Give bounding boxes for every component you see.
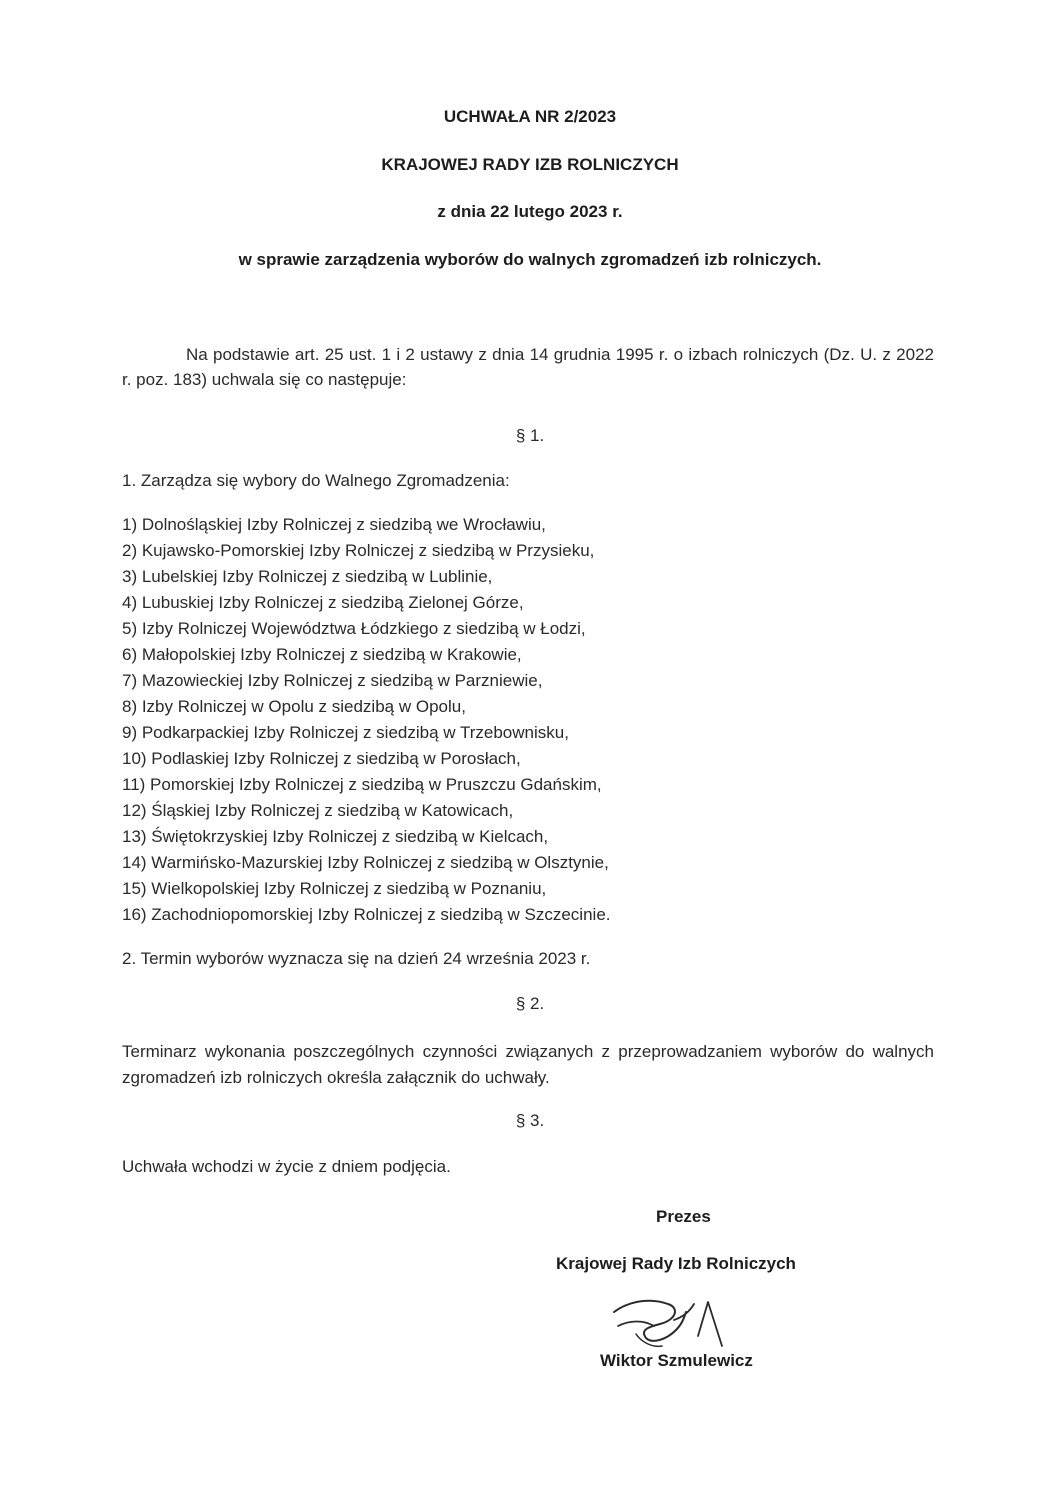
list-item: 13) Świętokrzyskiej Izby Rolniczej z siedzibą w Kielcach, (122, 827, 549, 846)
resolution-body: KRAJOWEJ RADY IZB ROLNICZYCH (381, 155, 679, 174)
resolution-date: z dnia 22 lutego 2023 r. (437, 202, 623, 221)
section-1-mark: § 1. (515, 426, 545, 445)
list-item: 11) Pomorskiej Izby Rolniczej z siedzibą w Pruszczu Gdańskim, (122, 775, 602, 794)
list-item: 9) Podkarpackiej Izby Rolniczej z siedzibą w Trzebownisku, (122, 723, 569, 742)
list-item: 12) Śląskiej Izby Rolniczej z siedzibą w Katowicach, (122, 801, 514, 820)
list-item: 5) Izby Rolniczej Województwa Łódzkiego z siedzibą w Łodzi, (122, 619, 586, 638)
list-item: 16) Zachodniopomorskiej Izby Rolniczej z siedzibą w Szczecinie. (122, 905, 611, 924)
section-3-mark: § 3. (515, 1111, 545, 1130)
list-item: 8) Izby Rolniczej w Opolu z siedzibą w Opolu, (122, 697, 466, 716)
section-3-text: Uchwała wchodzi w życie z dniem podjęcia. (122, 1157, 451, 1176)
resolution-subject: w sprawie zarządzenia wyborów do walnych zgromadzeń izb rolniczych. (238, 250, 822, 269)
list-item: 15) Wielkopolskiej Izby Rolniczej z siedzibą w Poznaniu, (122, 879, 547, 898)
section-2-mark: § 2. (515, 994, 545, 1013)
chambers-list (122, 512, 611, 928)
signatory-name: Wiktor Szmulewicz (600, 1351, 753, 1370)
section-1-point-2: 2. Termin wyborów wyznacza się na dzień 24 września 2023 r. (122, 949, 591, 968)
section-1-point-1: 1. Zarządza się wybory do Walnego Zgromadzenia: (122, 471, 510, 490)
signature-role: Prezes (656, 1207, 711, 1226)
intro-paragraph: Na podstawie art. 25 ust. 1 i 2 ustawy z dnia 14 grudnia 1995 r. o izbach rolniczych (Dz. U. z 2022 r. poz. 183) uchwala się co następuje: (122, 345, 934, 389)
list-item: 1) Dolnośląskiej Izby Rolniczej z siedzibą we Wrocławiu, (122, 515, 546, 534)
list-item: 2) Kujawsko-Pomorskiej Izby Rolniczej z siedzibą w Przysieku, (122, 541, 595, 560)
list-item: 7) Mazowieckiej Izby Rolniczej z siedzibą w Parzniewie, (122, 671, 543, 690)
list-item: 14) Warmińsko-Mazurskiej Izby Rolniczej z siedzibą w Olsztynie, (122, 853, 609, 872)
list-item: 3) Lubelskiej Izby Rolniczej z siedzibą w Lublinie, (122, 567, 493, 586)
list-item: 6) Małopolskiej Izby Rolniczej z siedzibą w Krakowie, (122, 645, 522, 664)
list-item: 4) Lubuskiej Izby Rolniczej z siedzibą Zielonej Górze, (122, 593, 524, 612)
signature-organization: Krajowej Rady Izb Rolniczych (556, 1254, 796, 1273)
list-item: 10) Podlaskiej Izby Rolniczej z siedzibą w Porosłach, (122, 749, 521, 768)
section-2-text: Terminarz wykonania poszczególnych czynności związanych z przeprowadzaniem wyborów do walnych zgromadzeń izb rolniczych określa załącznik do uchwały. (122, 1042, 934, 1087)
resolution-title: UCHWAŁA NR 2/2023 (443, 107, 617, 126)
